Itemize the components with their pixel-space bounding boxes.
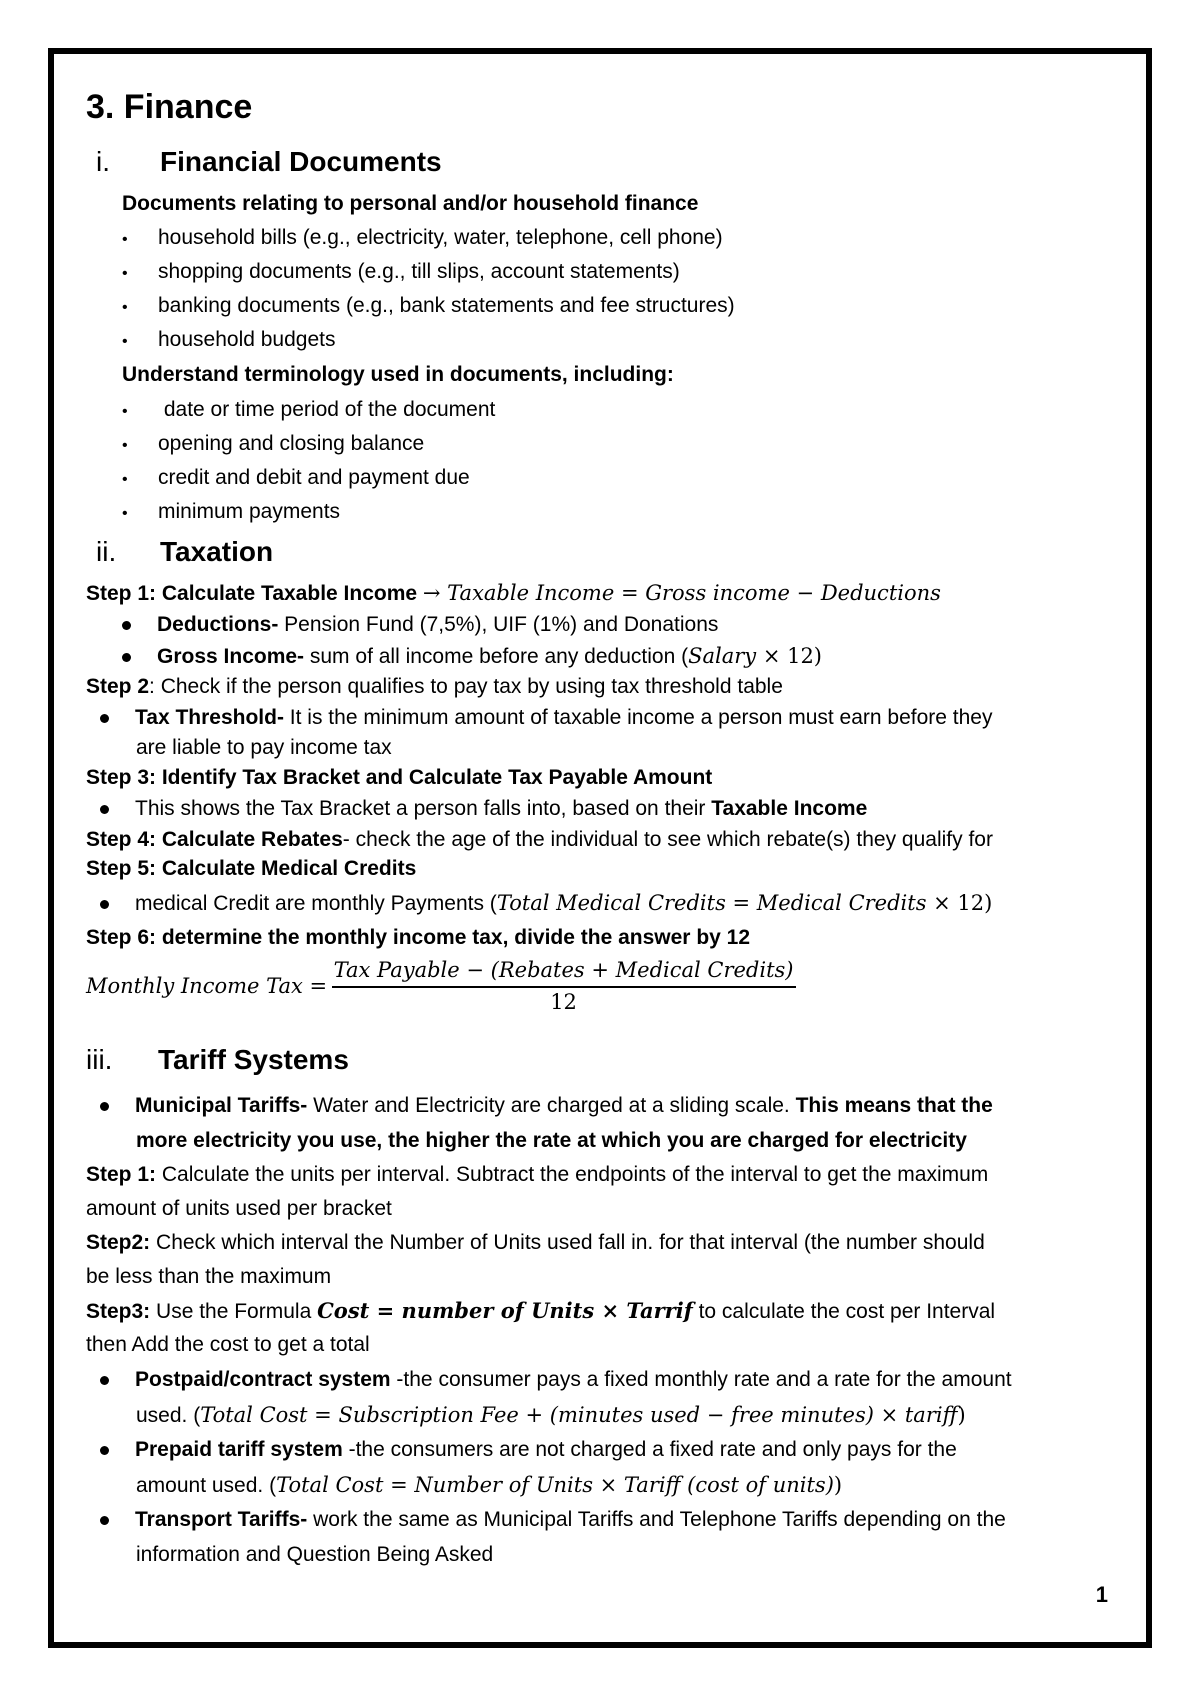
tax-step-3: Step 3: Identify Tax Bracket and Calculate Tax Payable Amount: [86, 766, 713, 789]
tariff-step-1-continued: amount of units used per bracket: [86, 1197, 392, 1220]
tax-threshold-continued: are liable to pay income tax: [136, 736, 392, 759]
tax-step-2: Step 2: Check if the person qualifies to pay tax by using tax threshold table: [86, 675, 783, 698]
medical-credit-item: medical Credit are monthly Payments (Total Medical Credits = Medical Credits × 12): [100, 890, 992, 917]
gross-income-item: Gross Income- sum of all income before any deduction (Salary × 12): [122, 643, 822, 670]
heading-number: ii.: [96, 536, 117, 567]
page-number: 1: [1095, 1582, 1108, 1607]
tax-threshold-item: Tax Threshold- It is the minimum amount of taxable income a person must earn before they: [100, 705, 992, 731]
prepaid-item: Prepaid tariff system -the consumers are not charged a fixed rate and only pays for the: [100, 1437, 957, 1463]
tariff-step-1: Step 1: Calculate the units per interval. Subtract the endpoints of the interval to get the maximum: [86, 1163, 989, 1186]
postpaid-continued: used. (Total Cost = Subscription Fee + (minutes used − free minutes) × tariff): [136, 1403, 966, 1427]
tariff-step-3: Step3: Use the Formula Cost = number of Units × Tarrif to calculate the cost per Interval: [86, 1298, 996, 1323]
list-item: • opening and closing balance: [122, 432, 425, 455]
list-item: • minimum payments: [122, 500, 341, 523]
prepaid-continued: amount used. (Total Cost = Number of Units × Tariff (cost of units)): [136, 1473, 843, 1497]
heading-text: Financial Documents: [160, 146, 442, 177]
tariff-step-2: Step2: Check which interval the Number of Units used fall in. for that interval (the number should: [86, 1231, 985, 1254]
list-item: • shopping documents (e.g., till slips, account statements): [122, 260, 680, 283]
tax-step-5: Step 5: Calculate Medical Credits: [86, 857, 417, 880]
tax-bracket-item: This shows the Tax Bracket a person falls into, based on their Taxable Income: [100, 796, 867, 822]
heading-number: i.: [96, 146, 110, 177]
tariff-step-2-continued: be less than the maximum: [86, 1265, 332, 1288]
section-title: 3. Finance: [86, 88, 253, 126]
list-item: • banking documents (e.g., bank statements and fee structures): [122, 294, 735, 317]
heading-text: Taxation: [160, 536, 274, 567]
tax-step-1: Step 1: Calculate Taxable Income → Taxable Income = Gross income − Deductions: [86, 581, 941, 605]
deductions-item: Deductions- Pension Fund (7,5%), UIF (1%) and Donations: [122, 612, 718, 638]
documents-subheading: Documents relating to personal and/or household finance: [122, 192, 699, 215]
heading-text: Tariff Systems: [158, 1044, 349, 1075]
tax-step-6: Step 6: determine the monthly income tax, divide the answer by 12: [86, 926, 751, 949]
municipal-tariffs-continued: more electricity you use, the higher the rate at which you are charged for electricity: [136, 1129, 967, 1152]
tax-step-4: Step 4: Calculate Rebates- check the age of the individual to see which rebate(s) they qualify for: [86, 828, 993, 851]
monthly-income-tax-formula: Monthly Income Tax = $\frac{\text{Tax Payable − (Rebates + Medical Credits)}}{12}$: [86, 958, 794, 1014]
tariff-systems-heading: [86, 1044, 349, 1076]
list-item: • household bills (e.g., electricity, water, telephone, cell phone): [122, 226, 723, 249]
municipal-tariffs-item: Municipal Tariffs- Water and Electricity are charged at a sliding scale. This means that the: [100, 1093, 993, 1119]
list-item: • date or time period of the document: [122, 398, 496, 421]
list-item: • credit and debit and payment due: [122, 466, 470, 489]
tariff-step-3-continued: then Add the cost to get a total: [86, 1333, 370, 1356]
heading-number: iii.: [86, 1044, 113, 1075]
transport-tariffs-continued: information and Question Being Asked: [136, 1543, 494, 1566]
financial-documents-heading: [96, 146, 442, 178]
postpaid-item: Postpaid/contract system -the consumer pays a fixed monthly rate and a rate for the amount: [100, 1367, 1012, 1393]
transport-tariffs-item: Transport Tariffs- work the same as Municipal Tariffs and Telephone Tariffs depending on the: [100, 1507, 1006, 1533]
taxation-heading: [96, 536, 273, 568]
list-item: • household budgets: [122, 328, 336, 351]
terminology-subheading: Understand terminology used in documents, including:: [122, 363, 674, 386]
